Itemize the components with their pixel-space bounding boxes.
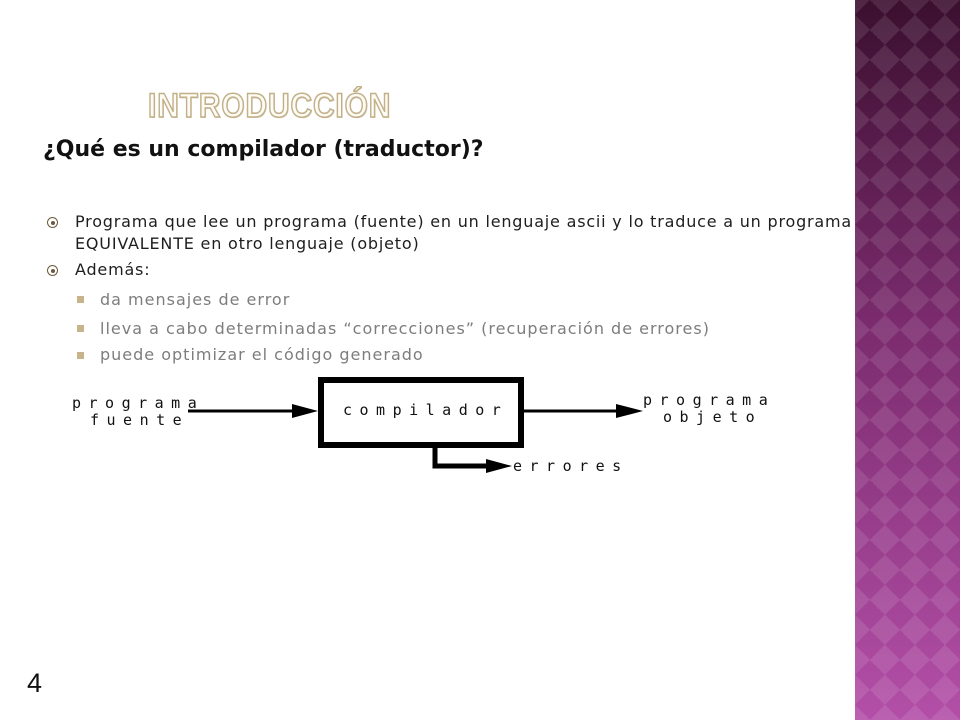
output-label-line: programa — [643, 391, 776, 409]
bullet-text-line: Programa que lee un programa (fuente) en un lenguaje ascii y lo traduce a un programa — [75, 212, 853, 231]
bullet-text: Además: — [75, 260, 151, 279]
square-bullet-icon — [77, 296, 84, 303]
sub-bullet-text: puede optimizar el código generado — [100, 345, 424, 364]
page-number: 4 — [27, 668, 43, 698]
output-label-line: objeto — [663, 408, 763, 426]
output-arrow-head — [616, 404, 643, 418]
compiler-box-label: compilador — [343, 401, 509, 419]
sub-bullet-text: da mensajes de error — [100, 290, 291, 309]
error-arrow-head — [486, 459, 512, 473]
circled-dot-bullet-icon — [47, 217, 58, 228]
square-bullet-icon — [77, 352, 84, 359]
input-arrow-head — [292, 404, 318, 418]
input-label-line: fuente — [90, 411, 190, 429]
slide-subtitle: ¿Qué es un compilador (traductor)? — [43, 137, 484, 162]
sub-bullet-text: lleva a cabo determinadas “correcciones” (recuperación de errores) — [100, 319, 710, 338]
error-arrow-line — [435, 448, 490, 466]
decorative-side-band — [855, 0, 960, 720]
square-bullet-icon — [77, 325, 84, 332]
bullet-text-line: EQUIVALENTE en otro lenguaje (objeto) — [75, 234, 420, 253]
error-label: errores — [513, 457, 629, 475]
input-label-line: programa — [72, 394, 205, 412]
slide-title: INTRODUCCIÓN — [148, 87, 392, 125]
circled-dot-bullet-icon — [47, 265, 58, 276]
compiler-diagram — [0, 360, 800, 490]
